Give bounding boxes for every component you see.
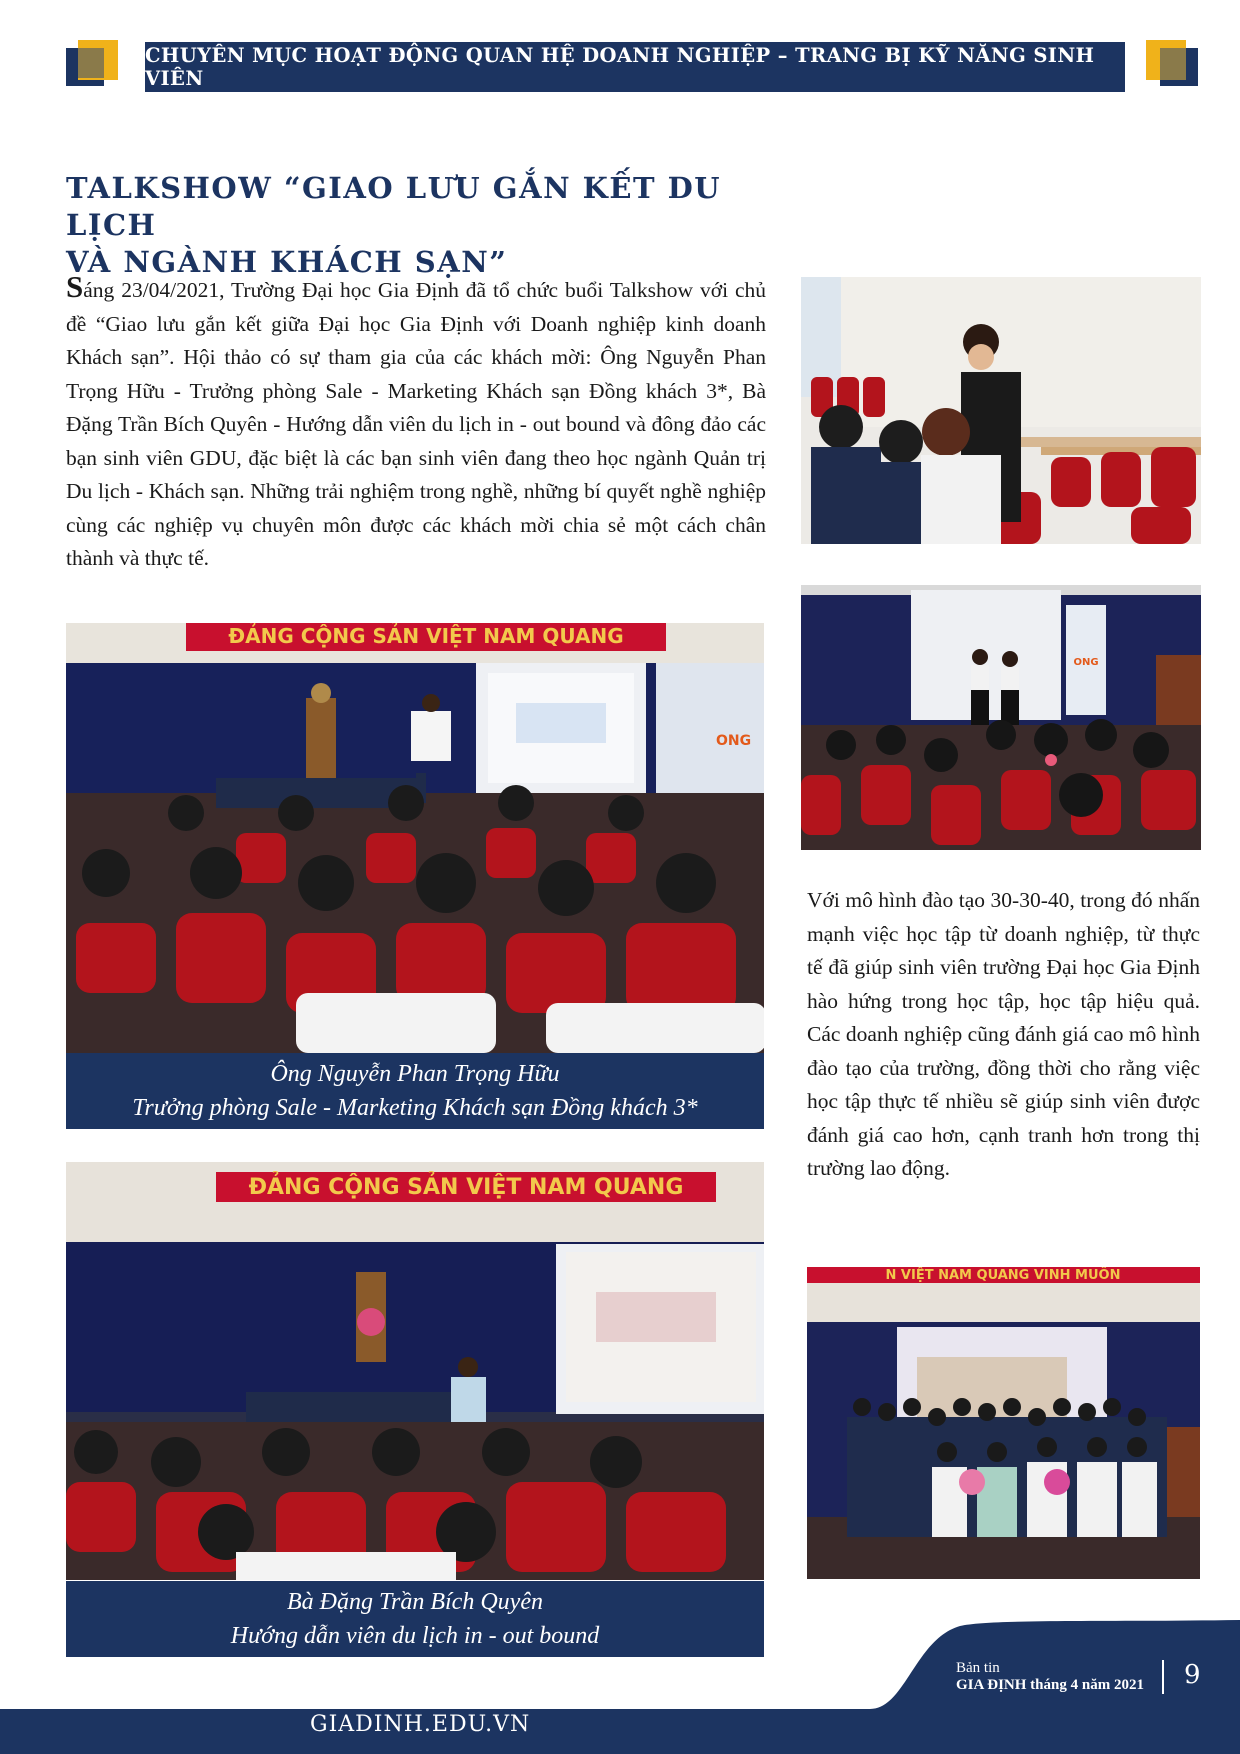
photo-group: [807, 1267, 1200, 1579]
side-paragraph: Với mô hình đào tạo 30-30-40, trong đó nhấn mạnh việc học tập từ doanh nghiệp, từ thực tế đã giúp sinh viên trường Đại học Gia Định hào hứng trong học tập, học tập hiệu quả. Các doanh nghiệp cũng đánh giá cao mô hình đào tạo của trường, đồng thời cho rằng việc học tập thực tế nhiều sẽ giúp sinh viên được đánh giá cao hơn, cạnh tranh hơn trong thị trường lao động.: [807, 888, 1200, 1180]
photo-mc-stage: [801, 585, 1201, 850]
photo-student-question: [801, 277, 1201, 544]
photo-speaker-male: [66, 623, 764, 1053]
footer-divider: [1162, 1660, 1164, 1694]
bulletin-issue: GIA ĐỊNH tháng 4 năm 2021: [956, 1677, 1144, 1693]
article-title-line2: VÀ NGÀNH KHÁCH SẠN”: [66, 245, 508, 279]
article-title: [66, 170, 766, 281]
section-header-title: CHUYÊN MỤC HOẠT ĐỘNG QUAN HỆ DOANH NGHIỆP – TRANG BỊ KỸ NĂNG SINH VIÊN: [145, 44, 1095, 90]
header-decoration-right: [1146, 40, 1198, 86]
bulletin-info: [956, 1660, 1144, 1694]
photo-caption-1: [66, 1053, 764, 1129]
page-number: 9: [1184, 1660, 1201, 1690]
bulletin-label: Bản tin: [956, 1660, 1000, 1676]
caption-1-line1: Ông Nguyễn Phan Trọng Hữu: [270, 1061, 560, 1087]
footer-website: GIADINH.EDU.VN: [310, 1712, 531, 1737]
banner-text: N VIỆT NAM QUANG VINH MUÔN: [885, 1268, 1121, 1283]
caption-2-line1: Bà Đặng Trần Bích Quyên: [287, 1589, 543, 1615]
caption-2-line2: Hướng dẫn viên du lịch in - out bound: [230, 1623, 600, 1649]
banner-text: ĐẢNG CỘNG SẢN VIỆT NAM QUANG: [248, 1175, 684, 1200]
header-decoration-left: [66, 40, 118, 86]
photo-speaker-female: [66, 1162, 764, 1580]
caption-1-line2: Trưởng phòng Sale - Marketing Khách sạn Đồng khách 3*: [132, 1095, 698, 1121]
svg-text:ONG: ONG: [716, 733, 752, 749]
banner-text: ĐẢNG CỘNG SẢN VIỆT NAM QUANG: [228, 624, 624, 648]
intro-text: áng 23/04/2021, Trường Đại học Gia Định đã tổ chức buổi Talkshow với chủ đề “Giao lưu gắn kết giữa Đại học Gia Định với Doanh nghiệp kinh doanh Khách sạn”. Hội thảo có sự tham gia của các khách mời: Ông Nguyễn Phan Trọng Hữu - Trưởng phòng Sale - Marketing Khách sạn Đồng khách 3*, Bà Đặng Trần Bích Quyên - Hướng dẫn viên du lịch in - out bound và đông đảo các bạn sinh viên GDU, đặc biệt là các bạn sinh viên đang theo học ngành Quản trị Du lịch - Khách sạn. Những trải nghiệm trong nghề, những bí quyết nghề nghiệp cùng các nghiệp vụ chuyên môn được các khách mời chia sẻ một cách chân thành và thực tế.: [66, 278, 766, 570]
article-title-line1: TALKSHOW “GIAO LƯU GẮN KẾT DU LỊCH: [66, 171, 722, 242]
intro-paragraph: [66, 270, 766, 576]
svg-text:ONG: ONG: [1073, 657, 1099, 668]
section-header: [145, 42, 1125, 92]
drop-cap: S: [66, 269, 84, 304]
